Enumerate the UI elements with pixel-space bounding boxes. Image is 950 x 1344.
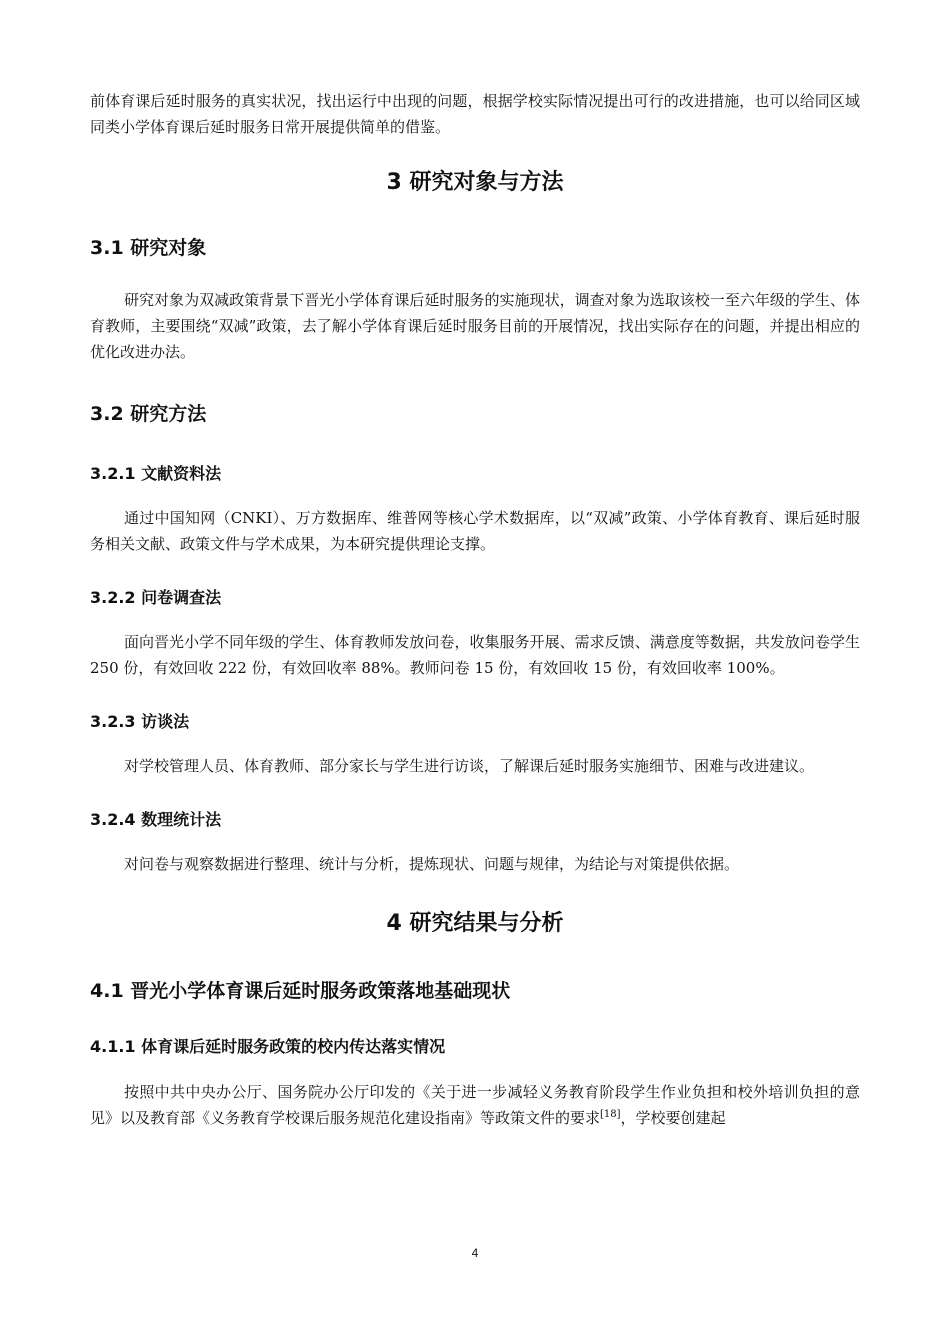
section-3-2-2-paragraph: 面向晋光小学不同年级的学生、体育教师发放问卷，收集服务开展、需求反馈、满意度等数据，共发放问卷学生 250 份，有效回收 222 份，有效回收率 88%。教师问卷 15 份，有效回收 15 份，有效回收率 100%。 <box>90 633 860 677</box>
intro-paragraph: 前体育课后延时服务的真实状况，找出运行中出现的问题，根据学校实际情况提出可行的改进措施，也可以给同区域同类小学体育课后延时服务日常开展提供简单的借鉴。 <box>90 92 860 136</box>
section-3-1-title: 3.1 研究对象 <box>90 237 207 259</box>
section-3-2-2-title: 3.2.2 问卷调查法 <box>90 588 222 607</box>
section-3-2-3-title: 3.2.3 访谈法 <box>90 712 190 731</box>
section-4-1-1-paragraph <box>90 1079 860 1131</box>
document-body <box>90 88 860 1131</box>
section-3-2-4-title: 3.2.4 数理统计法 <box>90 810 222 829</box>
section-3-title: 3 研究对象与方法 <box>386 170 564 195</box>
section-3-1-paragraph: 研究对象为双减政策背景下晋光小学体育课后延时服务的实施现状，调查对象为选取该校一至六年级的学生、体育教师，主要围绕“双减”政策，去了解小学体育课后延时服务目前的开展情况，找出实际存在的问题，并提出相应的优化改进办法。 <box>90 291 860 361</box>
citation-18: [18] <box>600 1109 621 1120</box>
section-4-1-title: 4.1 晋光小学体育课后延时服务政策落地基础现状 <box>90 980 511 1002</box>
section-4-1-1-title: 4.1.1 体育课后延时服务政策的校内传达落实情况 <box>90 1037 446 1056</box>
section-4-1-1-text-b: ，学校要创建起 <box>620 1109 726 1127</box>
section-3-2-title: 3.2 研究方法 <box>90 403 207 425</box>
page-number: 4 <box>471 1246 479 1260</box>
section-4-1-1-text-a: 按照中共中央办公厅、国务院办公厅印发的《关于进一步减轻义务教育阶段学生作业负担和校外培训负担的意见》以及教育部《义务教育学校课后服务规范化建设指南》等政策文件的要求 <box>90 1083 860 1127</box>
section-4-title: 4 研究结果与分析 <box>386 911 564 936</box>
section-3-2-3-paragraph: 对学校管理人员、体育教师、部分家长与学生进行访谈，了解课后延时服务实施细节、困难与改进建议。 <box>124 757 815 775</box>
section-3-2-4-paragraph: 对问卷与观察数据进行整理、统计与分析，提炼现状、问题与规律，为结论与对策提供依据。 <box>124 855 740 873</box>
section-3-2-1-title: 3.2.1 文献资料法 <box>90 464 222 483</box>
section-3-2-1-paragraph: 通过中国知网（CNKI）、万方数据库、维普网等核心学术数据库，以“双减”政策、小学体育教育、课后延时服务相关文献、政策文件与学术成果，为本研究提供理论支撑。 <box>90 509 860 553</box>
